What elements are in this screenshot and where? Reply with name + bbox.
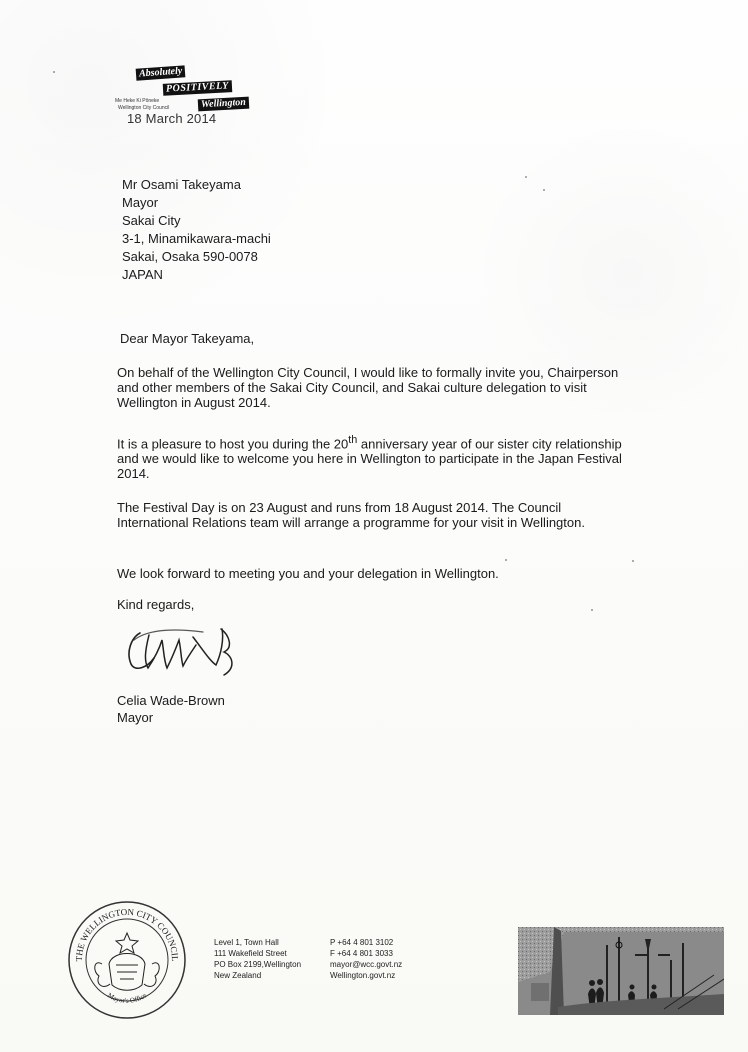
footer-phone: P +64 4 801 3102 — [330, 938, 394, 947]
paper-speck — [53, 71, 55, 73]
paragraph-anniversary-prefix: It is a pleasure to host you during the 20 — [117, 436, 349, 452]
paragraph-anniversary-suffix: anniversary year of our sister city relationship and we would like to welcome you here in Wellington to participate in the Japan Festival 2014. — [117, 436, 622, 482]
footer-address-line-4: New Zealand — [214, 971, 262, 980]
footer-address-line-1: Level 1, Town Hall — [214, 938, 279, 947]
crest-icon — [95, 933, 160, 990]
footer-address-line-2: 111 Wakefield Street — [214, 949, 287, 958]
recipient-line-6: JAPAN — [122, 267, 163, 282]
seal-ring-text: THE WELLINGTON CITY COUNCIL — [73, 906, 181, 962]
recipient-address — [122, 176, 382, 284]
letter-date: 18 March 2014 — [127, 111, 217, 126]
harbour-scene-image — [518, 927, 724, 1015]
logo-maori-text: Me Heke Ki Pōneke — [115, 98, 160, 104]
footer-address-block — [214, 937, 324, 981]
footer-fax: F +64 4 801 3033 — [330, 949, 393, 958]
footer-address-line-3: PO Box 2199,Wellington — [214, 960, 302, 969]
footer-website: Wellington.govt.nz — [330, 971, 396, 980]
footer-email: mayor@wcc.govt.nz — [330, 960, 403, 969]
recipient-line-5: Sakai, Osaka 590-0078 — [122, 249, 258, 264]
logo-absolutely-text: Absolutely — [136, 65, 186, 80]
paper-speck — [543, 189, 545, 191]
signature-name: Celia Wade-Brown — [117, 693, 225, 708]
signature-mark — [123, 620, 248, 680]
closing-line: Kind regards, — [117, 597, 195, 612]
logo-wellington-text: Wellington — [198, 97, 249, 112]
logo-council-text: Wellington City Council — [118, 105, 170, 111]
seal-bottom-text: Mayor's Office — [106, 991, 148, 1005]
recipient-line-3: Sakai City — [122, 213, 181, 228]
logo-positively-text: POSITIVELY — [163, 80, 233, 96]
paper-speck — [505, 559, 507, 561]
paragraph-anniversary — [117, 433, 627, 481]
paper-speck — [591, 609, 593, 611]
paragraph-festival: The Festival Day is on 23 August and runs from 18 August 2014. The Council International Relations team will arrange a programme for your visit in Wellington. — [117, 500, 585, 530]
signature-title: Mayor — [117, 710, 154, 725]
paragraph-invitation: On behalf of the Wellington City Council, I would like to formally invite you, Chairperson and other members of the Sakai City Council, and Sakai culture delegation to visit Wellington in August 2014. — [117, 365, 619, 410]
recipient-line-1: Mr Osami Takeyama — [122, 177, 241, 192]
ordinal-superscript: th — [348, 434, 358, 446]
footer-contact-block — [330, 937, 450, 981]
salutation: Dear Mayor Takeyama, — [120, 331, 255, 346]
paragraph-closing-wish: We look forward to meeting you and your delegation in Wellington. — [117, 566, 499, 581]
recipient-line-2: Mayor — [122, 195, 159, 210]
mayors-office-seal — [64, 897, 190, 1023]
recipient-line-4: 3-1, Minamikawara-machi — [122, 231, 271, 246]
paper-speck — [632, 560, 634, 562]
paper-speck — [525, 176, 527, 178]
